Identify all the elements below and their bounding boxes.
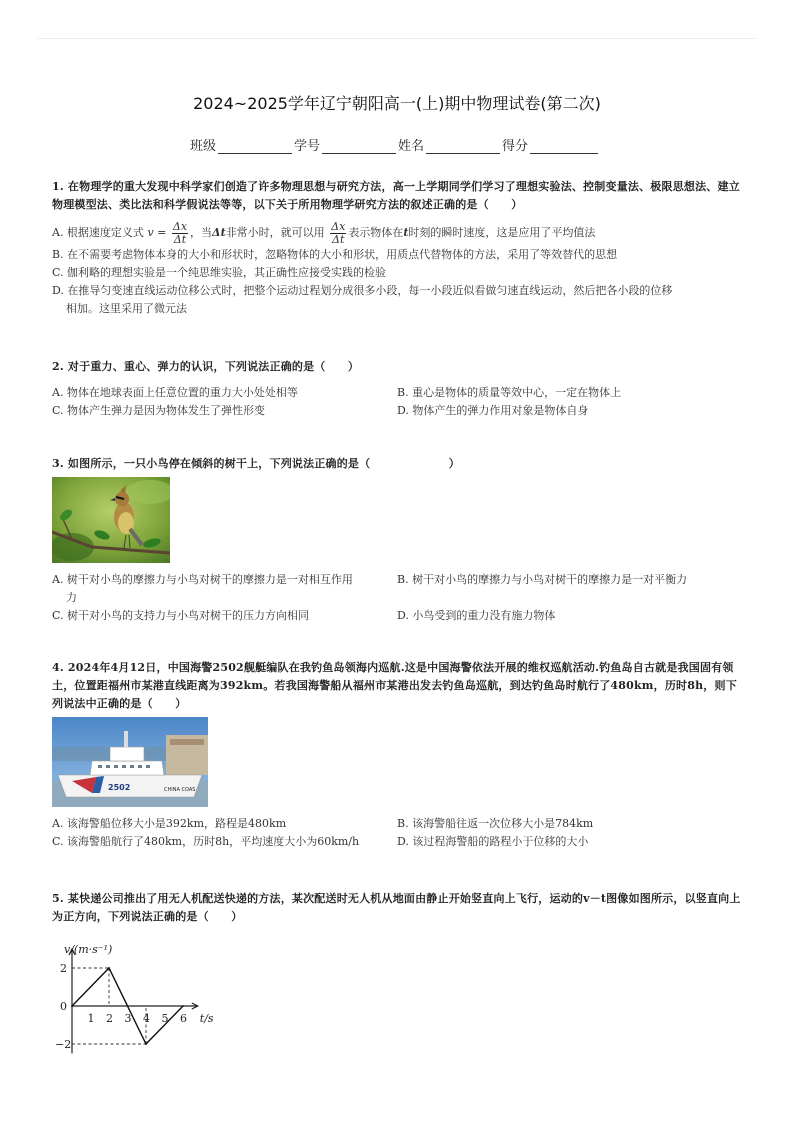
- x-tick-label: 6: [180, 1012, 187, 1025]
- ship-hull-number: 2502: [108, 783, 131, 792]
- question-3: [52, 455, 742, 625]
- question-1: [52, 178, 742, 318]
- id-blank[interactable]: [322, 140, 396, 154]
- score-blank[interactable]: [530, 140, 598, 154]
- question-2-option-d[interactable]: D. 物体产生的弹力作用对象是物体自身: [397, 404, 589, 417]
- question-5: [52, 890, 742, 1062]
- question-2-option-b[interactable]: B. 重心是物体的质量等效中心，一定在物体上: [397, 386, 622, 399]
- x-tick-label: 1: [87, 1012, 95, 1025]
- vt-graph-svg: [52, 930, 242, 1056]
- vt-graph: [52, 930, 742, 1062]
- name-blank[interactable]: [426, 140, 500, 154]
- student-info-line: [190, 135, 600, 154]
- question-4-option-d[interactable]: D. 该过程海警船的路程小于位移的大小: [397, 835, 589, 848]
- question-4-option-b[interactable]: B. 该海警船往返一次位移大小是784km: [397, 817, 594, 830]
- question-1-option-d[interactable]: D. 在推导匀变速直线运动位移公式时，把整个运动过程划分成很多小段，每一小段近似看做匀速直线运动，然后把各小段的位移 相加。这里采用了微元法: [52, 284, 673, 315]
- header-rule: [38, 38, 756, 39]
- x-axis-label: t/s: [199, 1012, 214, 1025]
- question-4-option-c[interactable]: C. 该海警船航行了480km，历时8h，平均速度大小为60km/h: [52, 835, 360, 848]
- y-tick-label: 2: [60, 962, 67, 975]
- question-3-option-d[interactable]: D. 小鸟受到的重力没有施力物体: [397, 609, 556, 622]
- question-4-stem: 4. 2024年4月12日，中国海警2502舰艇编队在我钓鱼岛领海内巡航.这是中国海警依法开展的维权巡航活动.钓鱼岛自古就是我国固有领土，位置距福州市某港直线距离为392km。若我国海警船从福州市某港出发去钓鱼岛巡航，到达钓鱼岛时航行了480km，历时8h，则下列说法中正确的是（ ）: [52, 661, 737, 710]
- origin-label: 0: [60, 1000, 67, 1013]
- class-blank[interactable]: [218, 140, 292, 154]
- question-2-option-c[interactable]: C. 物体产生弹力是因为物体发生了弹性形变: [52, 404, 266, 417]
- bird-on-branch-image: [52, 477, 170, 563]
- question-3-option-b[interactable]: B. 树干对小鸟的摩擦力与小鸟对树干的摩擦力是一对平衡力: [397, 573, 688, 586]
- question-1-option-b[interactable]: B. 在不需要考虑物体本身的大小和形状时，忽略物体的大小和形状，用质点代替物体的方法，采用了等效替代的思想: [52, 248, 618, 261]
- question-2-option-a[interactable]: A. 物体在地球表面上任意位置的重力大小处处相等: [52, 386, 298, 399]
- page-title: 2024~2025学年辽宁朝阳高一(上)期中物理试卷(第二次): [193, 94, 601, 113]
- class-label: 班级: [190, 139, 217, 154]
- fraction-dx-dt: $\frac{\Delta x}{\Delta t}$: [172, 219, 188, 246]
- id-label: 学号: [294, 139, 321, 154]
- question-4-option-a[interactable]: A. 该海警船位移大小是392km，路程是480km: [52, 817, 287, 830]
- data-point: [108, 967, 110, 969]
- x-tick-label: 5: [161, 1012, 169, 1025]
- question-1-option-c[interactable]: C. 伽利略的理想实验是一个纯思维实验，其正确性应接受实践的检验: [52, 266, 387, 279]
- fraction-dx-dt-2: $\frac{\Delta x}{\Delta t}$: [331, 219, 346, 246]
- question-2: [52, 358, 742, 420]
- question-3-option-a[interactable]: A. 树干对小鸟的摩擦力与小鸟对树干的摩擦力是一对相互作用 力: [52, 573, 353, 604]
- question-5-stem: 5. 某快递公司推出了用无人机配送快递的方法，某次配送时无人机从地面由静止开始竖直向上飞行，运动的v－t图像如图所示，以竖直向上为正方向，下列说法正确的是（ ）: [52, 892, 741, 923]
- x-tick-label: 2: [106, 1012, 113, 1025]
- x-tick-label: 4: [143, 1012, 150, 1025]
- coast-guard-ship-image: [52, 717, 208, 807]
- question-1-stem: 1. 在物理学的重大发现中科学家们创造了许多物理思想与研究方法，高一上学期同学们学习了理想实验法、控制变量法、极限思想法、建立物理模型法、类比法和科学假说法等等，以下关于所用物理学研究方法的叙述正确的是（ ）: [52, 180, 740, 211]
- question-1-option-a[interactable]: A. 根据速度定义式 v = $\frac{\Delta x}{\Delta t}$ ，当Δt非常小时，就可以用 $\frac{\Delta x}{\Delta t}$ 表示物体在t时刻的瞬时速度，这是应用了平均值法: [52, 219, 596, 246]
- question-3-stem: 3. 如图所示，一只小鸟停在倾斜的树干上，下列说法正确的是（ ）: [52, 457, 460, 470]
- question-3-option-c[interactable]: C. 树干对小鸟的支持力与小鸟对树干的压力方向相同: [52, 609, 310, 622]
- score-label: 得分: [502, 139, 529, 154]
- question-2-stem: 2. 对于重力、重心、弹力的认识，下列说法正确的是（ ）: [52, 360, 360, 373]
- ship-hull-text: CHINA COAS: [164, 787, 196, 793]
- name-label: 姓名: [398, 139, 425, 154]
- y-tick-label: −2: [55, 1038, 72, 1051]
- data-point: [145, 1043, 147, 1045]
- y-axis-label: v/(m·s⁻¹): [64, 943, 113, 956]
- x-tick-label: 3: [124, 1012, 132, 1025]
- data-point: [71, 1005, 73, 1007]
- data-point: [182, 1005, 184, 1007]
- question-4: [52, 659, 742, 851]
